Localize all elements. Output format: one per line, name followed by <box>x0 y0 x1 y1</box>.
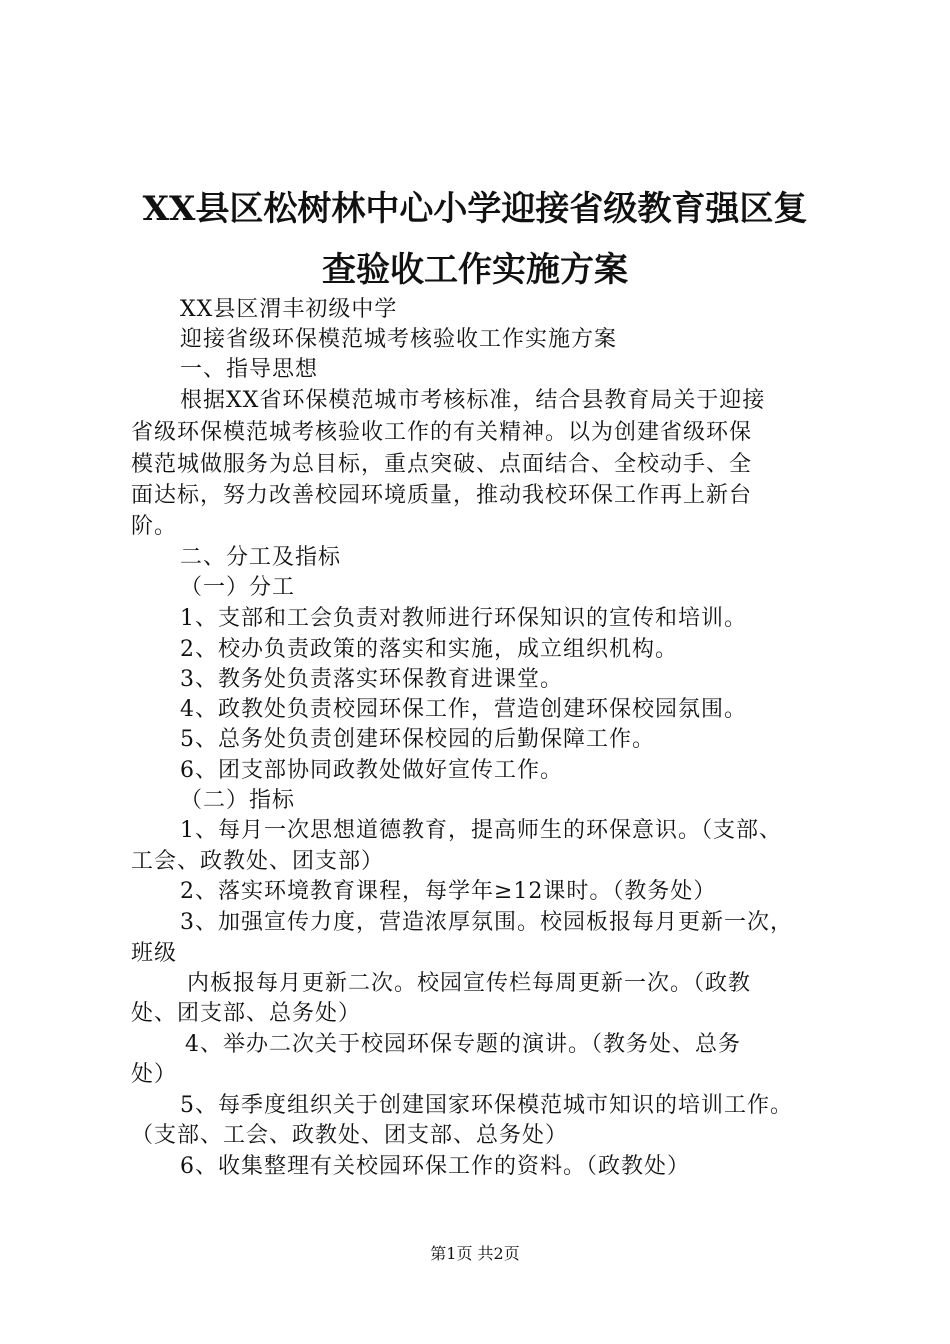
list-item-continuation: 内板报每月更新二次。校园宣传栏每周更新一次。（政教 <box>187 971 752 996</box>
list-item: 6、团支部协同政教处做好宣传工作。 <box>180 758 563 783</box>
paragraph-line: 省级环保模范城考核验收工作的有关精神。以为创建省级环保 <box>131 420 753 445</box>
list-item: 4、举办二次关于校园环保专题的演讲。（教务处、总务 <box>185 1032 741 1057</box>
list-item: 3、加强宣传力度，营造浓厚氛围。校园板报每月更新一次， <box>180 910 793 935</box>
list-item: 1、支部和工会负责对教师进行环保知识的宣传和培训。 <box>180 606 747 631</box>
list-item: 3、教务处负责落实环保教育进课堂。 <box>180 667 563 692</box>
list-item: 2、校办负责政策的落实和实施，成立组织机构。 <box>180 637 678 662</box>
list-item: 5、每季度组织关于创建国家环保模范城市知识的培训工作。 <box>180 1093 793 1118</box>
subsection-heading: （二）指标 <box>180 788 296 813</box>
list-item: 2、落实环境教育课程，每学年≥12课时。（教务处） <box>180 879 717 904</box>
paragraph-line: 根据XX省环保模范城市考核标准，结合县教育局关于迎接 <box>180 388 766 413</box>
list-item: 6、收集整理有关校园环保工作的资料。（政教处） <box>180 1154 690 1179</box>
list-item: 5、总务处负责创建环保校园的后勤保障工作。 <box>180 727 655 752</box>
list-item-continuation: （支部、工会、政教处、团支部、总务处） <box>131 1123 569 1148</box>
document-title-line-2: 查验收工作实施方案 <box>322 250 628 290</box>
list-item: 1、每月一次思想道德教育，提高师生的环保意识。（支部、 <box>180 818 782 843</box>
section-heading: 二、分工及指标 <box>180 545 342 570</box>
plan-title-line: 迎接省级环保模范城考核验收工作实施方案 <box>180 327 618 352</box>
list-item-continuation: 处、团支部、总务处） <box>131 1001 362 1026</box>
paragraph-line: 面达标，努力改善校园环境质量，推动我校环保工作再上新台 <box>131 483 753 508</box>
school-name-line: XX县区渭丰初级中学 <box>180 297 398 322</box>
document-title-line-1: XX县区松树林中心小学迎接省级教育强区复 <box>142 189 808 229</box>
paragraph-line: 模范城做服务为总目标，重点突破、点面结合、全校动手、全 <box>131 452 753 477</box>
subsection-heading: （一）分工 <box>180 575 296 600</box>
list-item: 4、政教处负责校园环保工作，营造创建环保校园氛围。 <box>180 697 747 722</box>
paragraph-line: 阶。 <box>131 514 178 539</box>
list-item-continuation: 班级 <box>131 941 178 966</box>
page-number-footer: 第1页 共2页 <box>430 1244 520 1263</box>
section-heading: 一、指导思想 <box>180 357 319 382</box>
list-item-continuation: 处） <box>131 1062 178 1087</box>
list-item-continuation: 工会、政教处、团支部） <box>131 849 385 874</box>
